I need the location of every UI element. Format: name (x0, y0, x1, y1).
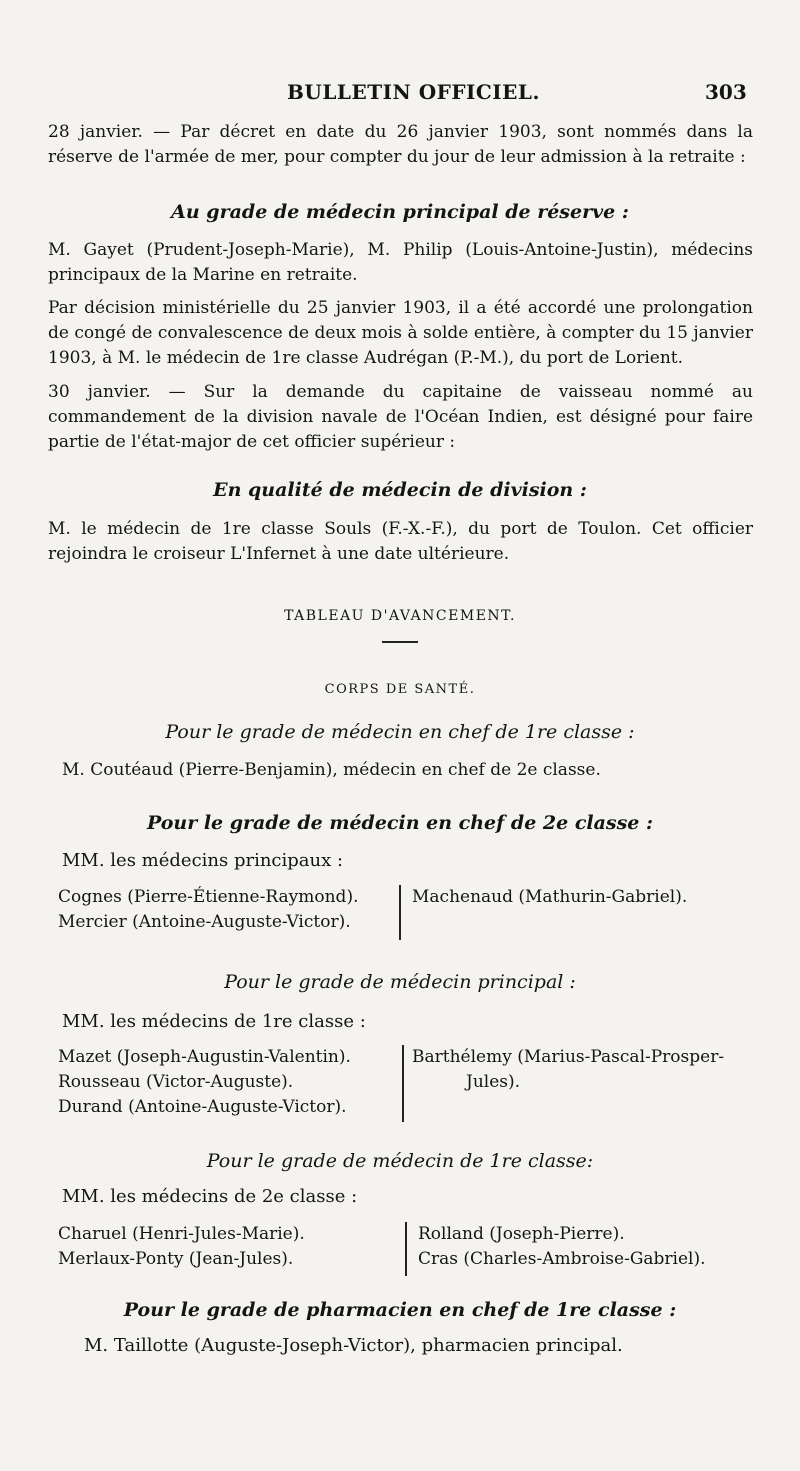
heading-1re-classe: Pour le grade de médecin de 1re classe: (206, 1150, 594, 1172)
title-rule (382, 641, 418, 643)
heading-reserve: Au grade de médecin principal de réserve : (171, 201, 629, 223)
paragraph-conge: Par décision ministérielle du 25 janvier 1903, il a été accordé une prolongation de congé de convalescence de deux mois à solde entière, à compter du 15 janvier 1903, à M. le médecin de 1re classe Audrégan (P.-M.), du port de Lorient. (48, 298, 753, 368)
list-chef-2e-right (412, 885, 687, 910)
paragraph-division: 30 janvier. — Sur la demande du capitaine de vaisseau nommé au commandement de la division navale de l'Océan Indien, est désigné pour faire partie de l'état-major de cet officier supérieur : (48, 382, 753, 452)
list-item: Cognes (Pierre-Étienne-Raymond). (58, 887, 359, 907)
heading-principal: Pour le grade de médecin principal : (224, 971, 576, 993)
intro-2e-classe: MM. les médecins de 2e classe : (62, 1186, 358, 1207)
page-number: 303 (705, 80, 747, 104)
heading-pharmacien: Pour le grade de pharmacien en chef de 1re classe : (123, 1299, 677, 1321)
paragraph-souls: M. le médecin de 1re classe Souls (F.-X.-F.), du port de Toulon. Cet officier rejoindra le croiseur L'Infernet à une date ultérieure. (48, 519, 753, 564)
list-principal-left (58, 1045, 351, 1120)
paragraph-nominations: M. Gayet (Prudent-Joseph-Marie), M. Philip (Louis-Antoine-Justin), médecins principaux de la Marine en retraite. (48, 240, 753, 285)
corps-title: CORPS DE SANTÉ. (324, 682, 476, 697)
list-item: Cras (Charles-Ambroise-Gabriel). (418, 1249, 706, 1269)
paragraph-decree: 28 janvier. — Par décret en date du 26 janvier 1903, sont nommés dans la réserve de l'armée de mer, pour compter du jour de leur admission à la retraite : (48, 122, 753, 167)
list-1re-classe-left (58, 1222, 305, 1272)
list-item: Merlaux-Ponty (Jean-Jules). (58, 1249, 294, 1269)
list-item: Rousseau (Victor-Auguste). (58, 1072, 294, 1092)
line-taillotte: M. Taillotte (Auguste-Joseph-Victor), pharmacien principal. (84, 1335, 623, 1356)
running-title: BULLETIN OFFICIEL. (287, 80, 540, 104)
list-chef-2e-left (58, 885, 358, 935)
line-couteaud: M. Coutéaud (Pierre-Benjamin), médecin en chef de 2e classe. (62, 760, 601, 780)
column-divider (402, 1045, 404, 1122)
list-item: Jules). (466, 1072, 521, 1092)
list-item: Machenaud (Mathurin-Gabriel). (412, 887, 688, 907)
tableau-title: TABLEAU D'AVANCEMENT. (284, 608, 516, 624)
list-item: Durand (Antoine-Auguste-Victor). (58, 1097, 347, 1117)
column-divider (405, 1222, 407, 1276)
list-item: Mazet (Joseph-Augustin-Valentin). (58, 1047, 351, 1067)
heading-chef-2e: Pour le grade de médecin en chef de 2e classe : (146, 812, 654, 834)
list-item: Barthélemy (Marius-Pascal-Prosper- (412, 1047, 725, 1067)
heading-division: En qualité de médecin de division : (213, 479, 587, 501)
intro-1re-classe: MM. les médecins de 1re classe : (62, 1011, 366, 1032)
list-item: Charuel (Henri-Jules-Marie). (58, 1224, 305, 1244)
intro-principaux: MM. les médecins principaux : (62, 850, 344, 871)
column-divider (399, 885, 401, 940)
list-item: Rolland (Joseph-Pierre). (418, 1224, 625, 1244)
list-item: Mercier (Antoine-Auguste-Victor). (58, 912, 351, 932)
list-principal-right (412, 1045, 724, 1095)
list-1re-classe-right (418, 1222, 706, 1272)
heading-chef-1re: Pour le grade de médecin en chef de 1re classe : (165, 721, 635, 743)
